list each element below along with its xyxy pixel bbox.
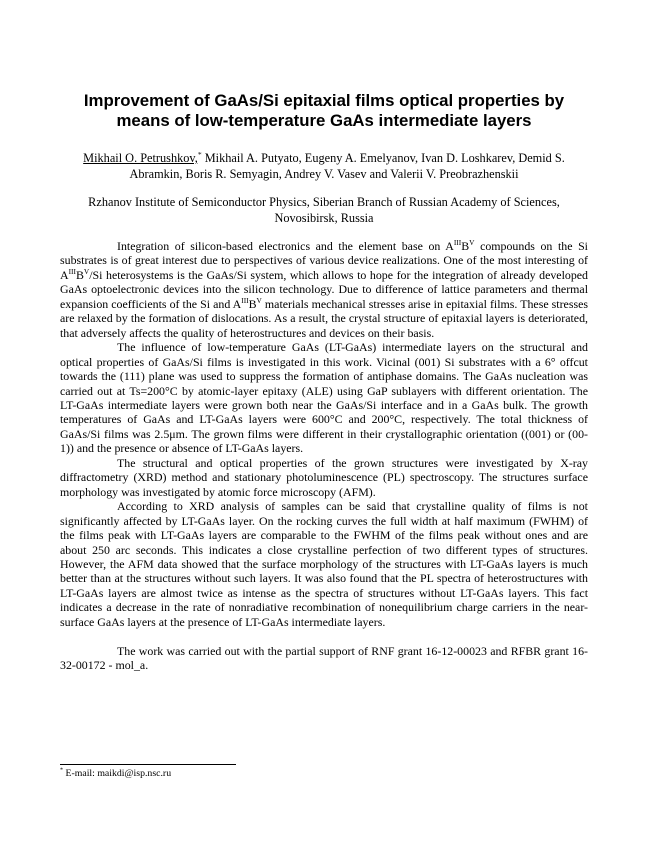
- paper-title: Improvement of GaAs/Si epitaxial films optical properties by means of low-temperature GaAs intermediate layers: [83, 91, 565, 130]
- footnote-divider: [60, 764, 236, 765]
- paragraph-results: According to XRD analysis of samples can be said that crystalline quality of films is not significantly affected by LT-GaAs layer. On the rocking curves the full width at half maximum (FWHM) of the films peak with LT-GaAs layers are comparable to the FWHM of the films peak without ones and are about 250 arc seconds. This indicates a close crystalline perfection of two different types of structures. However, the AFM data showed that the surface morphology of the structures with LT-GaAs layers is much better than at the structures without such layers. It was also found that the PL spectra of heterostructures with LT-GaAs layers are almost twice as intense as the spectra of structures without LT-GaAs layers. This fact indicates a decrease in the rate of nonradiative recombination of nonequilibrium charge carriers in the near-surface GaAs layers at the presence of LT-GaAs intermediate layers.: [60, 499, 588, 629]
- element-b: B: [461, 239, 470, 253]
- paragraph-acknowledgement: The work was carried out with the partial support of RNF grant 16-12-00023 and RFBR grant 16-32-00172 - mol_a.: [60, 643, 588, 673]
- presenting-author: Mikhail O. Petrushkov,: [83, 151, 198, 165]
- element-b: B: [248, 296, 257, 311]
- superscript-v: V: [469, 238, 475, 248]
- superscript-v: V: [256, 295, 262, 305]
- footnote-email: E-mail: maikdi@isp.nsc.ru: [65, 768, 172, 779]
- text-run: /Si heterosystems is the GaAs/Si system, which allows to hope for the integration of already developed GaAs optoelectronic devices into the silicon technology. Due to difference of lattice parameters and thermal expansion coefficients of the Si and A: [60, 267, 588, 311]
- text-run: compounds on the Si substrates is of great interest due to perspectives of various device realizations. One of the most interesting of A: [60, 239, 588, 282]
- paragraph-intro: [60, 239, 588, 340]
- text-run: Integration of silicon-based electronics and the element base on A: [117, 239, 454, 253]
- co-authors: Mikhail A. Putyato, Eugeny A. Emelyanov, Ivan D. Loshkarev, Demid S. Abramkin, Boris R. Semyagin, Andrey V. Vasev and Valerii V. Preobrazhenskii: [129, 151, 565, 181]
- superscript-iii: III: [241, 295, 249, 305]
- paragraph-methods: The influence of low-temperature GaAs (LT-GaAs) intermediate layers on the structural and optical properties of GaAs/Si films is investigated in this work. Vicinal (001) Si substrates with a 6° offcut towards the (111) plane was used to suppress the formation of antiphase domains. The GaAs nucleation was carried out at Ts=200°C by atomic-layer epitaxy (ALE) using GaP sublayers with different orientation. The LT-GaAs intermediate layers were grown both near the GaAs/Si interface and in a GaAs bulk. The growth temperatures of GaAs and LT-GaAs layers were 600°C and 200°C, respectively. The total thickness of GaAs/Si films was 2.5μm. The grown films were different in their crystallographic orientation ((001) or (00-1)) and the presence or absence of LT-GaAs layers.: [60, 340, 588, 456]
- footnote: [60, 768, 588, 780]
- superscript-v: V: [83, 266, 90, 276]
- footnote-mark: *: [60, 767, 64, 774]
- superscript-iii: III: [453, 238, 462, 248]
- affiliation: Rzhanov Institute of Semiconductor Physics, Siberian Branch of Russian Academy of Sciences, Novosibirsk, Russia: [88, 195, 560, 225]
- author-list: [60, 150, 588, 182]
- element-b: B: [75, 267, 84, 282]
- abstract-body: [60, 239, 588, 673]
- paragraph-characterization: The structural and optical properties of the grown structures were investigated by X-ray diffractometry (XRD) method and stationary photoluminescence (PL) spectroscopy. The structures surface morphology was investigated by atomic force microscopy (AFM).: [60, 455, 588, 499]
- superscript-iii: III: [68, 266, 76, 276]
- footnote-mark: *: [197, 149, 202, 159]
- text-run: materials mechanical stresses arise in epitaxial films. These stresses are relaxed by the formation of dislocations. As a result, the crystal structure of epitaxial layers is deteriorated, that adversely affects the quality of heterostructures and devices on their basis.: [60, 296, 588, 340]
